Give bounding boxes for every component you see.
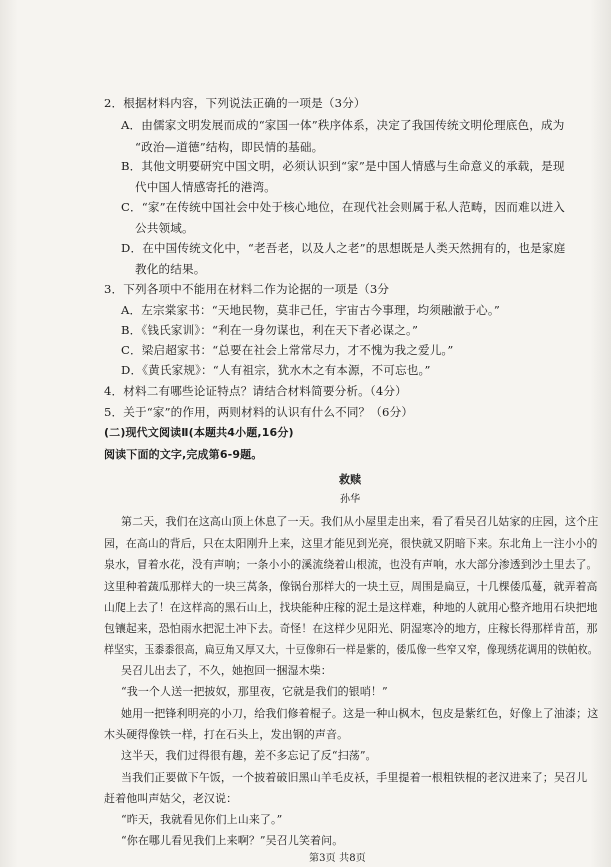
q2-option-a-line2: “政治—道德”结构，即民情的基础。 [135,140,324,154]
passage-line: 包镶起来，恐怕雨水把泥土冲下去。奇怪！在这样少见阳光、阴湿寒冷的地方，庄稼长得那样肯茁，那 [104,622,598,635]
passage-author: 孙华 [340,494,361,505]
q4: 4．材料二有哪些论证特点？请结合材料简要分析。（4分） [104,384,407,398]
passage-line: 她用一把锋利明亮的小刀，给我们修着棍子。这是一种山枫木，包皮是紫红色，好像上了油漆；这 [121,707,599,720]
q2-option-b-line1: B．其他文明要研究中国文明，必须认识到“家”是中国人情感与生命意义的承载，是现 [121,159,565,173]
q2-option-c-line2: 公共领域。 [135,221,194,235]
q2-option-a-line1: A．由儒家文明发展而成的“家国一体”秩序体系，决定了我国传统文明伦理底色，成为 [121,118,565,132]
passage-line: 吴召儿出去了，不久，她抱回一捆湿木柴： [121,664,332,677]
page-footer: 第3页 共8页 [309,853,366,864]
q3-option-d: D．《黄氏家规》：“人有祖宗，犹水木之有本源，不可忘也。” [121,363,431,377]
q2-option-c-line1: C．“家”在传统中国社会中处于核心地位，在现代社会则属于私人范畴，因而难以进入 [121,200,565,214]
passage-line: 样坚实，玉黍黍很高，扁豆角又厚又大，十豆像卵石一样是紫的，倭瓜像一些窄又窄，像现绣花调用的铁帕枚。 [104,643,598,656]
passage-line: 园，在高山的背后，只在太阳刚升上来，这里才能见到光亮，很快就又阴暗下来。东北角上一注小小的 [104,537,598,550]
q3-option-c: C．梁启超家书：“总要在社会上常常尽力，才不愧为我之爱儿。” [121,343,454,357]
q3-stem: 3．下列各项中不能用在材料二作为论据的一项是（3分 [104,282,390,296]
passage-line: 赶着他叫声姑父，老汉说： [104,792,238,805]
passage-line: 泉水，冒着水花，没有声响；一条小小的溪流绕着山根流，也没有声响，水大部分渗透到沙土里去了。 [104,558,598,571]
passage-line: 这里种着蔬瓜那样大的一块三莴条，像锅台那样大的一块土豆，周围是扁豆，十几棵倭瓜蔓，就弄着高 [104,580,598,593]
passage-line: “你在哪儿看见我们上来啊？”吴召儿笑着问。 [121,834,344,847]
passage-line: “昨天，我就看见你们上山来了。” [121,813,283,826]
passage-line: 第二天，我们在这高山顶上休息了一天。我们从小屋里走出来，看了看吴召儿姑家的庄园，这个庄 [121,515,599,528]
passage-line: 当我们正要做下午饭，一个披着破旧黑山羊毛皮袄，手里提着一根粗铁棍的老汉进来了；吴召儿 [121,771,588,784]
passage-line: 山爬上去了！在这样高的黑石山上，找块能种庄稼的泥土是这样难，种地的人就用心整齐地用石块把地 [104,601,598,614]
q3-option-b: B．《钱氏家训》：“利在一身勿谋也，利在天下者必谋之。” [121,323,419,337]
q2-option-b-line2: 代中国人情感寄托的港湾。 [135,180,276,194]
q3-option-a: A．左宗棠家书：“天地民物，莫非己任，宇宙古今事理，均须融澈于心。” [121,303,500,317]
q5: 5．关于“家”的作用，两则材料的认识有什么不同？（6分） [104,405,414,419]
q2-option-d-line1: D．在中国传统文化中，“老吾老，以及人之老”的思想既是人类天然拥有的，也是家庭 [121,241,566,255]
section-heading: (二)现代文阅读Ⅱ(本题共4小题,16分) [104,426,294,439]
q2-option-d-line2: 教化的结果。 [135,262,206,276]
section-instruction: 阅读下面的文字,完成第6-9题。 [104,448,263,461]
q2-stem: 2．根据材料内容，下列说法正确的一项是（3分） [104,96,366,110]
passage-line: 这半天，我们过得很有趣，差不多忘记了反“扫荡”。 [121,749,377,762]
passage-line: “我一个人送一把披奴，那里夜，它就是我们的银哨！” [121,685,388,698]
passage-title: 救赎 [339,473,362,486]
passage-line: 木头硬得像铁一样，打在石头上，发出钢的声音。 [104,728,349,741]
